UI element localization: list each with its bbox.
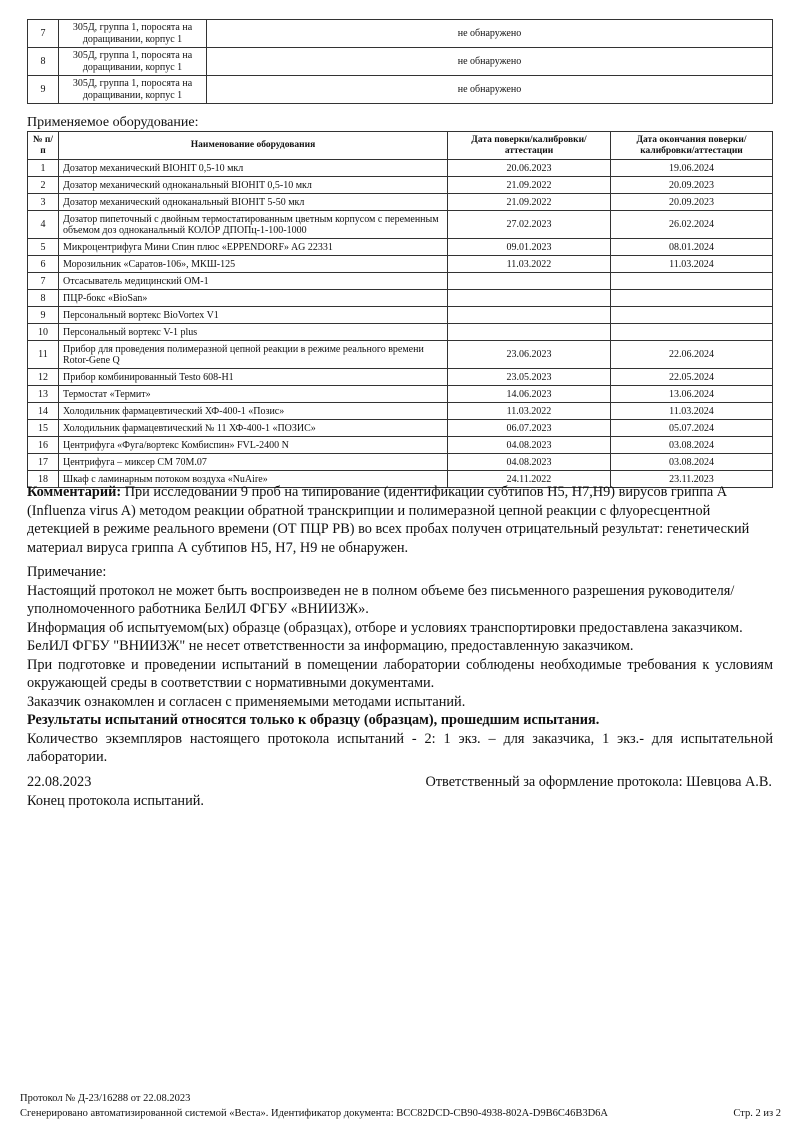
footer-protocol-number: Протокол № Д-23/16288 от 22.08.2023 bbox=[20, 1093, 191, 1104]
equipment-name: Отсасыватель медицинский ОМ-1 bbox=[59, 273, 448, 290]
equipment-date-check: 21.09.2022 bbox=[448, 177, 611, 194]
notes-line: Настоящий протокол не может быть воспроизведен не в полном объеме без письменного разрешения руководителя/уполномоченного работника БелИЛ ФГБУ «ВНИИЗЖ». bbox=[27, 582, 735, 617]
sample-description: 305Д, группа 1, поросята на доращивании, корпус 1 bbox=[59, 76, 207, 104]
table-row bbox=[28, 256, 773, 273]
table-row bbox=[28, 48, 773, 76]
equipment-name: Дозатор механический одноканальный BIOHIT 0,5-10 мкл bbox=[59, 177, 448, 194]
equipment-number: 8 bbox=[28, 290, 59, 307]
equipment-name: Дозатор пипеточный с двойным термостатированным цветным корпусом с переменным объемом доз одноканальный КОЛОР ДПОПц-1-100-1000 bbox=[59, 211, 448, 239]
comment-block bbox=[27, 483, 773, 557]
equipment-date-check bbox=[448, 273, 611, 290]
equipment-section-title: Применяемое оборудование: bbox=[27, 115, 199, 130]
signature-date: 22.08.2023 bbox=[27, 774, 92, 790]
equipment-date-check: 06.07.2023 bbox=[448, 420, 611, 437]
equipment-date-end: 11.03.2024 bbox=[611, 256, 773, 273]
equipment-date-check bbox=[448, 307, 611, 324]
equipment-date-end: 13.06.2024 bbox=[611, 386, 773, 403]
sample-number: 7 bbox=[28, 20, 59, 48]
equipment-date-check: 20.06.2023 bbox=[448, 160, 611, 177]
notes-line: Заказчик ознакомлен и согласен с применяемыми методами испытаний. bbox=[27, 693, 466, 710]
equipment-date-check: 11.03.2022 bbox=[448, 403, 611, 420]
equipment-date-check: 11.03.2022 bbox=[448, 256, 611, 273]
sample-description: 305Д, группа 1, поросята на доращивании, корпус 1 bbox=[59, 48, 207, 76]
equipment-name: Микроцентрифуга Мини Спин плюс «EPPENDORF» AG 22331 bbox=[59, 239, 448, 256]
table-row bbox=[28, 76, 773, 104]
equipment-name: ПЦР-бокс «BioSan» bbox=[59, 290, 448, 307]
equipment-date-end: 03.08.2024 bbox=[611, 437, 773, 454]
equipment-date-check: 14.06.2023 bbox=[448, 386, 611, 403]
sample-number: 8 bbox=[28, 48, 59, 76]
equipment-date-end bbox=[611, 324, 773, 341]
equipment-table bbox=[27, 131, 773, 488]
equipment-name: Прибор для проведения полимеразной цепной реакции в режиме реального времени Rotor-Gene Q bbox=[59, 341, 448, 369]
sample-number: 9 bbox=[28, 76, 59, 104]
notes-line: При подготовке и проведении испытаний в помещении лаборатории соблюдены необходимые требования к условиям окружающей среды в соответствии с нормативными документами. bbox=[27, 656, 773, 691]
table-row bbox=[28, 239, 773, 256]
table-row bbox=[28, 386, 773, 403]
footer-page-number: Стр. 2 из 2 bbox=[733, 1108, 781, 1119]
header-name: Наименование оборудования bbox=[59, 132, 448, 160]
equipment-date-check: 04.08.2023 bbox=[448, 454, 611, 471]
table-header-row bbox=[28, 132, 773, 160]
equipment-date-end: 11.03.2024 bbox=[611, 403, 773, 420]
comment-label: Комментарий: bbox=[27, 484, 122, 500]
equipment-name: Дозатор механический одноканальный BIOHIT 5-50 мкл bbox=[59, 194, 448, 211]
equipment-date-end: 19.06.2024 bbox=[611, 160, 773, 177]
notes-title: Примечание: bbox=[27, 564, 107, 580]
table-row bbox=[28, 324, 773, 341]
equipment-date-end: 03.08.2024 bbox=[611, 454, 773, 471]
notes-line: БелИЛ ФГБУ "ВНИИЗЖ" не несет ответственности за информацию, предоставленную заказчиком. bbox=[27, 638, 634, 654]
equipment-number: 12 bbox=[28, 369, 59, 386]
equipment-number: 14 bbox=[28, 403, 59, 420]
equipment-number: 4 bbox=[28, 211, 59, 239]
equipment-number: 13 bbox=[28, 386, 59, 403]
equipment-name: Центрифуга «Фуга/вортекс Комбиспин» FVL-2400 N bbox=[59, 437, 448, 454]
equipment-name: Дозатор механический BIOHIT 0,5-10 мкл bbox=[59, 160, 448, 177]
equipment-date-check bbox=[448, 290, 611, 307]
equipment-name: Термостат «Термит» bbox=[59, 386, 448, 403]
equipment-number: 18 bbox=[28, 471, 59, 488]
sample-result: не обнаружено bbox=[207, 20, 773, 48]
equipment-date-end bbox=[611, 290, 773, 307]
table-row bbox=[28, 307, 773, 324]
equipment-number: 5 bbox=[28, 239, 59, 256]
equipment-name: Персональный вортекс V-1 plus bbox=[59, 324, 448, 341]
equipment-date-end: 20.09.2023 bbox=[611, 194, 773, 211]
equipment-date-check: 09.01.2023 bbox=[448, 239, 611, 256]
equipment-number: 17 bbox=[28, 454, 59, 471]
table-row bbox=[28, 273, 773, 290]
equipment-date-end: 22.06.2024 bbox=[611, 341, 773, 369]
equipment-name: Прибор комбинированный Testo 608-H1 bbox=[59, 369, 448, 386]
table-row bbox=[28, 20, 773, 48]
signature-responsible: Ответственный за оформление протокола: Шевцова А.В. bbox=[425, 774, 772, 790]
equipment-number: 9 bbox=[28, 307, 59, 324]
equipment-number: 2 bbox=[28, 177, 59, 194]
table-row bbox=[28, 194, 773, 211]
table-row bbox=[28, 290, 773, 307]
equipment-number: 6 bbox=[28, 256, 59, 273]
equipment-number: 10 bbox=[28, 324, 59, 341]
notes-bold-line: Результаты испытаний относятся только к образцу (образцам), прошедшим испытания. bbox=[27, 712, 600, 728]
table-row bbox=[28, 454, 773, 471]
equipment-name: Центрифуга – миксер СМ 70М.07 bbox=[59, 454, 448, 471]
equipment-name: Шкаф с ламинарным потоком воздуха «NuAire» bbox=[59, 471, 448, 488]
equipment-number: 15 bbox=[28, 420, 59, 437]
protocol-end-text: Конец протокола испытаний. bbox=[27, 793, 204, 809]
samples-results-table bbox=[27, 19, 773, 104]
equipment-date-check: 04.08.2023 bbox=[448, 437, 611, 454]
equipment-date-end bbox=[611, 307, 773, 324]
table-row bbox=[28, 420, 773, 437]
table-row bbox=[28, 403, 773, 420]
equipment-name: Персональный вортекс BioVortex V1 bbox=[59, 307, 448, 324]
equipment-number: 3 bbox=[28, 194, 59, 211]
table-row bbox=[28, 160, 773, 177]
equipment-number: 16 bbox=[28, 437, 59, 454]
equipment-number: 1 bbox=[28, 160, 59, 177]
equipment-date-check: 23.05.2023 bbox=[448, 369, 611, 386]
sample-result: не обнаружено bbox=[207, 76, 773, 104]
notes-line: Количество экземпляров настоящего протокола испытаний - 2: 1 экз. – для заказчика, 1 экз.- для испытательной лаборатории. bbox=[27, 730, 773, 765]
equipment-date-end: 22.05.2024 bbox=[611, 369, 773, 386]
sample-description: 305Д, группа 1, поросята на доращивании, корпус 1 bbox=[59, 20, 207, 48]
table-row bbox=[28, 369, 773, 386]
header-num: № п/п bbox=[28, 132, 59, 160]
equipment-date-check bbox=[448, 324, 611, 341]
equipment-name: Холодильник фармацевтический № 11 ХФ-400-1 «ПОЗИС» bbox=[59, 420, 448, 437]
equipment-date-check: 21.09.2022 bbox=[448, 194, 611, 211]
equipment-number: 7 bbox=[28, 273, 59, 290]
table-row bbox=[28, 341, 773, 369]
table-row bbox=[28, 177, 773, 194]
table-row bbox=[28, 211, 773, 239]
comment-text: При исследовании 9 проб на типирование (идентификации субтипов H5, H7,H9) вирусов гриппа А (Influenza virus A) методом реакции обратной транскрипции и полимеразной цепной реакции с флуоресцентной детекцией в режиме реального времени (ОТ ПЦР РВ) во всех пробах получен отрицательный результат: генетический материал вируса гриппа А субтипов H5, H7, H9 не обнаружен. bbox=[27, 484, 750, 556]
equipment-date-end: 05.07.2024 bbox=[611, 420, 773, 437]
footer-generated-by: Сгенерировано автоматизированной системой «Веста». Идентификатор документа: BCC82DCD-CB90-4938-802A-D9B6C46B3D6A bbox=[20, 1108, 609, 1119]
header-date-end: Дата окончания поверки/калибровки/аттестации bbox=[611, 132, 773, 160]
equipment-date-end: 08.01.2024 bbox=[611, 239, 773, 256]
equipment-number: 11 bbox=[28, 341, 59, 369]
notes-block bbox=[27, 563, 773, 767]
notes-line: Информация об испытуемом(ых) образце (образцах), отборе и условиях транспортировки предоставлена заказчиком. bbox=[27, 619, 743, 636]
equipment-date-check: 23.06.2023 bbox=[448, 341, 611, 369]
equipment-date-end: 20.09.2023 bbox=[611, 177, 773, 194]
sample-result: не обнаружено bbox=[207, 48, 773, 76]
equipment-date-end bbox=[611, 273, 773, 290]
table-row bbox=[28, 437, 773, 454]
equipment-date-end: 23.11.2023 bbox=[611, 471, 773, 488]
equipment-name: Холодильник фармацевтический ХФ-400-1 «Позис» bbox=[59, 403, 448, 420]
equipment-date-end: 26.02.2024 bbox=[611, 211, 773, 239]
equipment-name: Морозильник «Саратов-106», МКШ-125 bbox=[59, 256, 448, 273]
equipment-date-check: 27.02.2023 bbox=[448, 211, 611, 239]
equipment-date-check: 24.11.2022 bbox=[448, 471, 611, 488]
header-date-check: Дата поверки/калибровки/аттестации bbox=[448, 132, 611, 160]
